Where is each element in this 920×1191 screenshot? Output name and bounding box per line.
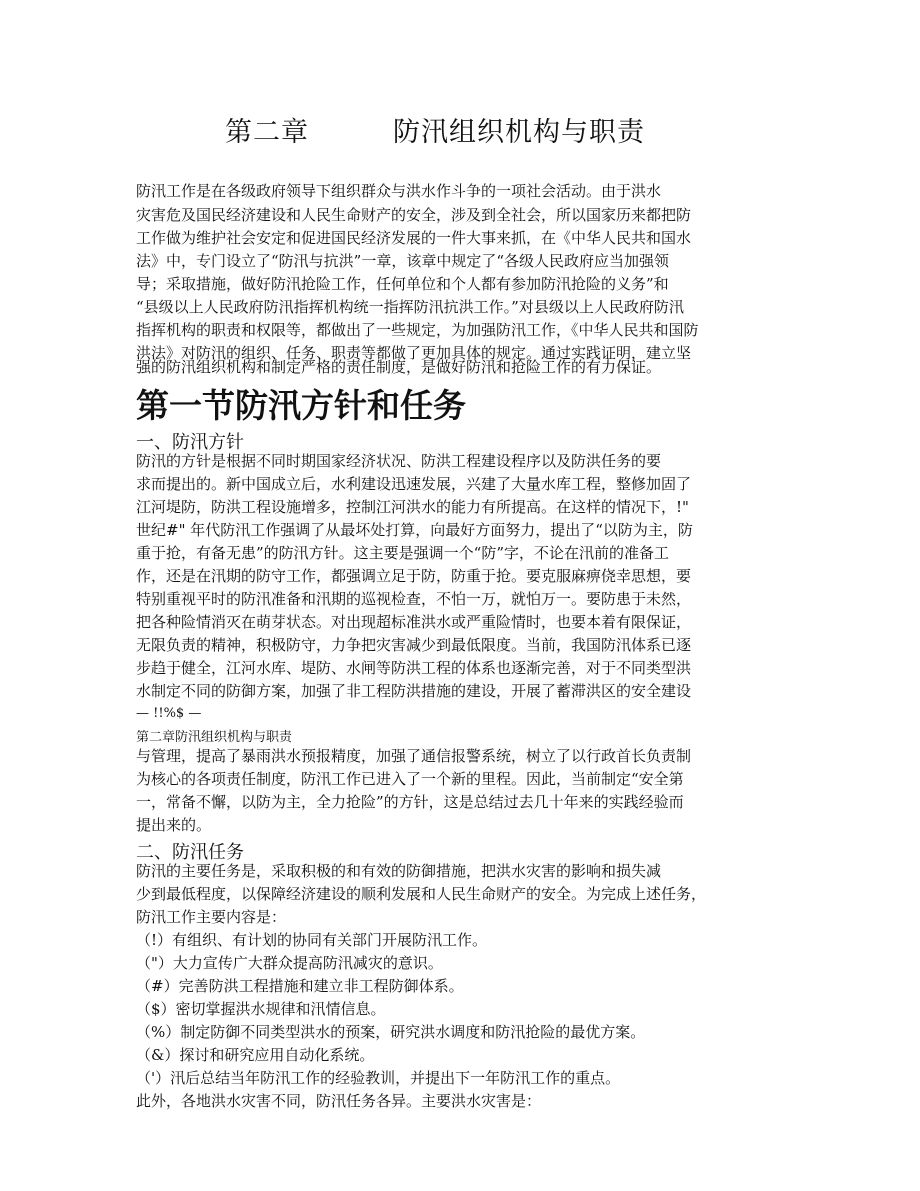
running-header: 第二章防汛组织机构与职责: [136, 730, 293, 745]
section-title: 第一节防汛方针和任务: [136, 386, 466, 425]
task-item: （'）汛后总结当年防汛工作的经验教训，并提出下一年防汛工作的重点。: [136, 1069, 621, 1087]
policy-line: 无限负责的精神，积极防守，力争把灾害减少到最低限度。当前，我国防汛体系已逐: [136, 636, 692, 654]
intro-line: 导；采取措施，做好防汛抢险工作，任何单位和个人都有参加防汛抢险的义务”和: [136, 275, 669, 293]
tasks-line: 防汛的主要任务是，采取积极的和有效的防御措施，把洪水灾害的影响和损失减: [136, 862, 662, 880]
policy-line: 步趋于健全，江河水库、堤防、水闸等防洪工程的体系也逐渐完善，对于不同类型洪: [136, 659, 692, 677]
task-item: （!）有组织、有计划的协同有关部门开展防汛工作。: [136, 931, 488, 949]
policy-line: 为核心的各项责任制度，防汛工作已进入了一个新的里程。因此，当前制定“安全第: [136, 770, 684, 788]
tasks-line: 防汛工作主要内容是：: [136, 908, 287, 926]
intro-line: 工作做为维护社会安定和促进国民经济发展的一件大事来抓，在《中华人民共和国水: [136, 229, 692, 247]
intro-line: 强的防汛组织机构和制定严格的责任制度，是做好防汛和抢险工作的有力保证。: [136, 358, 662, 376]
intro-line: 防汛工作是在各级政府领导下组织群众与洪水作斗争的一项社会活动。由于洪水: [136, 182, 662, 200]
task-item: （$）密切掌握洪水规律和汛情信息。: [136, 1000, 386, 1018]
policy-line: 水制定不同的防御方案，加强了非工程防洪措施的建设，开展了蓄滞洪区的安全建设: [136, 682, 692, 700]
policy-line: 与管理，提高了暴雨洪水预报精度，加强了通信报警系统，树立了以行政首长负责制: [136, 747, 692, 765]
task-item: （%）制定防御不同类型洪水的预案，研究洪水调度和防汛抢险的最优方案。: [136, 1023, 646, 1041]
subheading-tasks: 二、防汛任务: [136, 842, 244, 863]
task-item: （#）完善防洪工程措施和建立非工程防御体系。: [136, 977, 464, 995]
policy-line: 特别重视平时的防汛准备和汛期的巡视检查，不怕一万，就怕万一。要防患于未然，: [136, 590, 692, 608]
policy-line: 防汛的方针是根据不同时期国家经济状况、防洪工程建设程序以及防洪任务的要: [136, 452, 662, 470]
tasks-line: 少到最低程度，以保障经济建设的顺利发展和人民生命财产的安全。为完成上述任务，: [136, 885, 707, 903]
policy-line: 提出来的。: [136, 816, 212, 834]
task-item: （&）探讨和研究应用自动化系统。: [136, 1046, 375, 1064]
intro-line: 洪法》对防汛的组织、任务、职责等都做了更加具体的规定。通过实践证明，建立坚: [136, 344, 692, 362]
policy-line: 世纪#" 年代防汛工作强调了从最坏处打算，向最好方面努力，提出了“以防为主，防: [136, 521, 693, 539]
page-number: — !!%$ —: [136, 706, 202, 721]
task-item: （"）大力宣传广大群众提高防汛减灾的意识。: [136, 954, 443, 972]
intro-line: “县级以上人民政府防汛指挥机构统一指挥防汛抗洪工作。”对县级以上人民政府防汛: [136, 298, 684, 316]
intro-line: 灾害危及国民经济建设和人民生命财产的安全，涉及到全社会，所以国家历来都把防: [136, 206, 692, 224]
policy-line: 求而提出的。新中国成立后，水利建设迅速发展，兴建了大量水库工程，整修加固了: [136, 475, 692, 493]
policy-line: 重于抢，有备无患”的防汛方针。这主要是强调一个“防”字，不论在汛前的准备工: [136, 544, 670, 562]
intro-line: 法》中，专门设立了“防汛与抗洪”一章，该章中规定了“各级人民政府应当加强领: [136, 252, 670, 270]
chapter-title: 第二章 防汛组织机构与职责: [225, 117, 645, 148]
policy-line: 作，还是在汛期的防守工作，都强调立足于防，防重于抢。要克服麻痹侥幸思想，要: [136, 567, 692, 585]
subheading-policy: 一、防汛方针: [136, 432, 244, 453]
intro-line: 指挥机构的职责和权限等，都做出了一些规定，为加强防汛工作，《中华人民共和国防: [136, 321, 699, 339]
closing-line: 此外，各地洪水灾害不同，防汛任务各异。主要洪水灾害是：: [136, 1092, 542, 1110]
policy-line: 把各种险情消灭在萌芽状态。对出现超标准洪水或严重险情时，也要本着有限保证，: [136, 613, 692, 631]
policy-line: 一，常备不懈，以防为主，全力抢险”的方针，这是总结过去几十年来的实践经验而: [136, 793, 684, 811]
policy-line: 江河堤防，防洪工程设施增多，控制江河洪水的能力有所提高。在这样的情况下，!": [136, 498, 689, 516]
